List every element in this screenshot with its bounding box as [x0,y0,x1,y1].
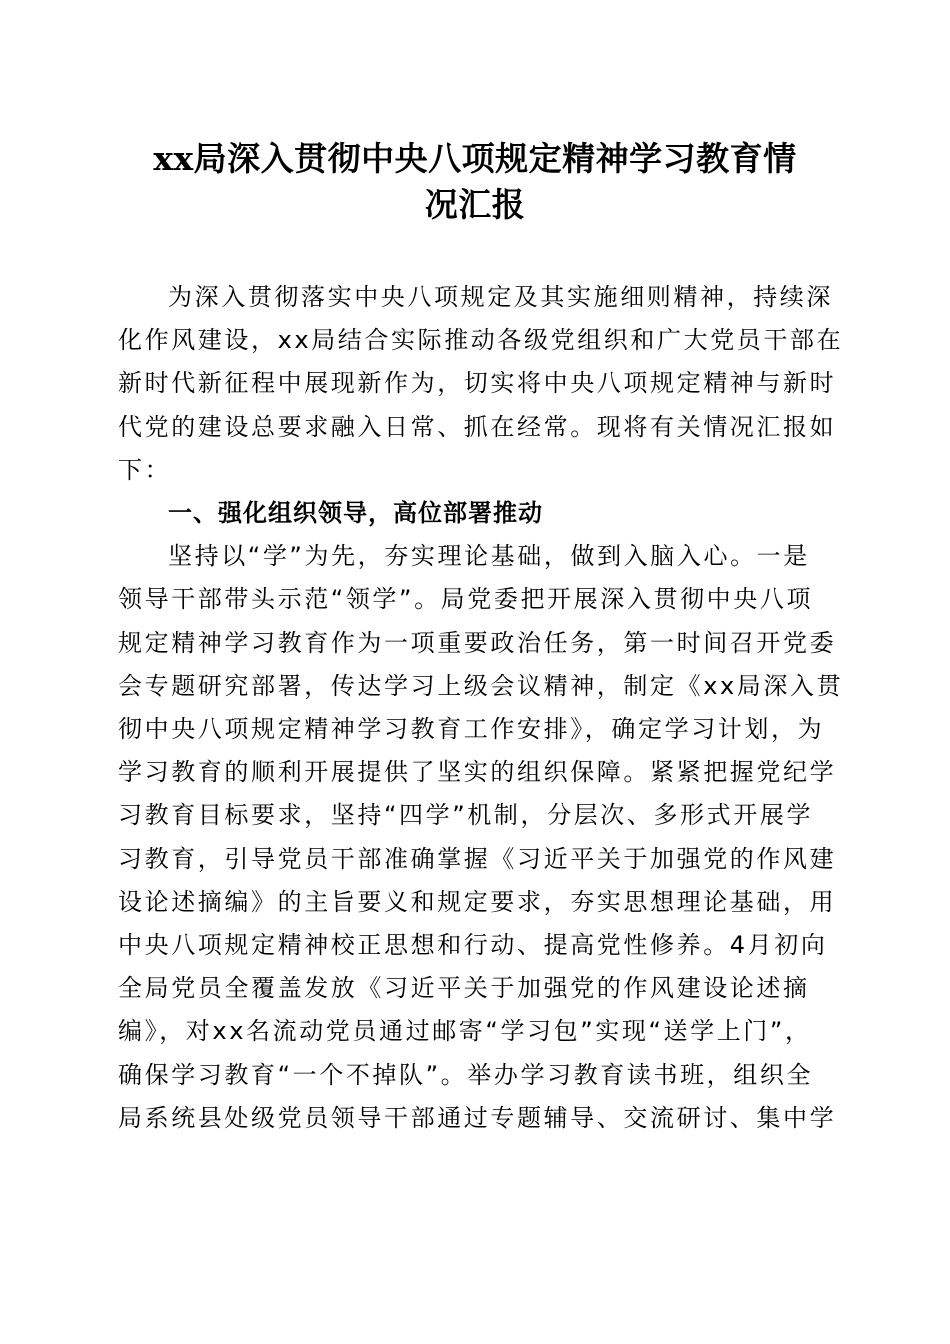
intro-line-2: 化作风建设，xx局结合实际推动各级党组织和广大党员干部在 [118,326,844,355]
section-1-line-8: 习教育，引导党员干部准确掌握《习近平关于加强党的作风建 [118,844,837,873]
section-1-heading: 一、强化组织领导，高位部署推动 [168,499,543,528]
section-1-line-3: 规定精神学习教育作为一项重要政治任务，第一时间召开党委 [118,628,837,657]
section-1-line-2: 领导干部带头示范“领学”。局党委把开展深入贯彻中央八项 [118,585,814,614]
intro-paragraph [118,276,844,492]
section-1-line-4: 会专题研究部署，传达学习上级会议精神，制定《xx局深入贯 [118,671,844,700]
intro-line-1: 为深入贯彻落实中央八项规定及其实施细则精神，持续深 [168,283,833,311]
section-1-line-14: 局系统县处级党员领导干部通过专题辅导、交流研讨、集中学 [118,1103,837,1132]
section-1-line-12: 编》，对xx名流动党员通过邮寄“学习包”实现“送学上门”， [118,1017,812,1046]
section-1-line-6: 学习教育的顺利开展提供了坚实的组织保障。紧紧把握党纪学 [118,758,837,787]
section-1-line-1: 坚持以“学”为先，夯实理论基础，做到入脑入心。一是 [168,542,810,571]
section-1-line-7: 习教育目标要求，坚持“四学”机制，分层次、多形式开展学 [118,801,814,830]
document-title [110,136,840,228]
document-body [118,276,844,1140]
intro-line-4: 代党的建设总要求融入日常、抓在经常。现将有关情况汇报如 [118,412,837,441]
section-1-line-13: 确保学习教育“一个不掉队”。举办学习教育读书班，组织全 [118,1060,814,1089]
section-1-line-5: 彻中央八项规定精神学习教育工作安排》，确定学习计划，为 [118,715,825,744]
intro-line-3: 新时代新征程中展现新作为，切实将中央八项规定精神与新时 [118,369,837,398]
section-1-line-10: 中央八项规定精神校正思想和行动、提高党性修养。4月初向 [118,931,828,960]
section-1-line-9: 设论述摘编》的主旨要义和规定要求，夯实思想理论基础，用 [118,887,837,916]
title-line-1: xx局深入贯彻中央八项规定精神学习教育情 [153,139,797,178]
intro-line-5: 下： [118,455,172,484]
title-line-2: 况汇报 [424,185,526,224]
section-1-paragraph [118,535,844,1140]
section-1-line-11: 全局党员全覆盖发放《习近平关于加强党的作风建设论述摘 [118,974,810,1003]
